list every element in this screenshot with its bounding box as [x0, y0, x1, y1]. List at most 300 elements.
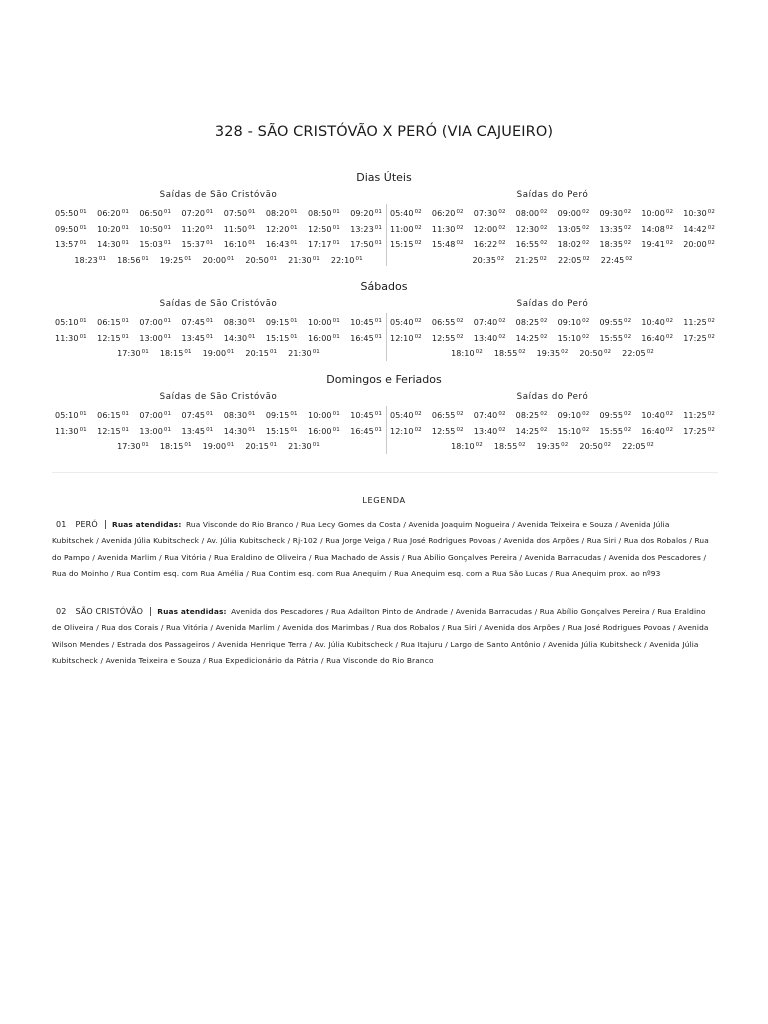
route-code: 01 — [206, 224, 214, 231]
column-divider — [386, 204, 387, 266]
route-code: 02 — [582, 411, 590, 418]
route-code: 01 — [206, 411, 214, 418]
time-value: 14:30 — [97, 240, 121, 250]
departure-time — [139, 240, 171, 249]
time-value: 11:25 — [683, 411, 707, 421]
section-separator — [52, 472, 718, 473]
departure-time — [683, 427, 715, 436]
departure-time — [245, 256, 277, 265]
time-value: 20:00 — [202, 256, 227, 266]
time-value: 18:10 — [451, 442, 475, 452]
route-code: 02 — [582, 426, 590, 433]
departure-time — [641, 240, 673, 249]
time-value: 09:15 — [265, 411, 290, 421]
route-code: 02 — [456, 209, 464, 216]
departure-time — [599, 427, 631, 436]
time-value: 19:35 — [536, 442, 561, 452]
time-value: 22:05 — [622, 349, 646, 359]
time-value: 08:30 — [223, 318, 248, 328]
route-code: 02 — [475, 442, 483, 449]
time-row — [55, 424, 382, 440]
time-value: 07:40 — [473, 318, 498, 328]
route-code: 01 — [227, 442, 235, 449]
departure-time — [472, 256, 504, 265]
time-row — [55, 253, 382, 269]
departure-time — [350, 209, 382, 218]
time-value: 13:45 — [181, 333, 206, 343]
time-value: 19:00 — [202, 442, 227, 452]
departure-time — [390, 240, 422, 249]
route-code: 01 — [248, 333, 256, 340]
time-value: 16:40 — [641, 426, 665, 436]
departure-time — [558, 240, 590, 249]
legend-code: 02 — [56, 607, 67, 616]
time-row — [390, 439, 715, 455]
departure-time — [55, 334, 87, 343]
page-title: 328 - SÃO CRISTÓVÃO X PERÓ (VIA CAJUEIRO) — [214, 124, 554, 140]
route-code: 01 — [163, 209, 172, 216]
departure-time — [97, 411, 129, 420]
departure-time — [350, 411, 382, 420]
departure-time — [494, 349, 526, 358]
time-value: 18:55 — [493, 349, 518, 359]
departures-pero — [390, 206, 715, 268]
departure-time — [182, 427, 214, 436]
route-code: 02 — [540, 318, 548, 325]
route-code: 01 — [248, 411, 256, 418]
time-value: 20:50 — [245, 256, 269, 266]
time-value: 11:00 — [390, 224, 414, 234]
time-value: 08:25 — [515, 411, 540, 421]
departure-time — [350, 318, 382, 327]
time-value: 05:40 — [390, 209, 414, 219]
time-value: 15:48 — [431, 240, 456, 250]
departure-time — [641, 334, 673, 343]
departure-time — [245, 349, 277, 358]
route-code: 02 — [540, 333, 548, 340]
departure-time — [117, 256, 149, 265]
departure-time — [622, 349, 654, 358]
legend-entry-sao-cristovao — [52, 604, 712, 669]
departure-time — [390, 209, 422, 218]
departure-time — [558, 318, 590, 327]
departure-time — [74, 256, 106, 265]
departure-time — [390, 427, 422, 436]
departure-time — [515, 256, 547, 265]
time-value: 12:30 — [515, 224, 540, 234]
route-code: 01 — [121, 224, 129, 231]
departure-time — [266, 225, 298, 234]
time-value: 22:05 — [558, 256, 582, 266]
time-value: 06:15 — [97, 411, 121, 421]
departure-time — [579, 349, 611, 358]
time-value: 10:00 — [641, 209, 665, 219]
departure-time — [266, 240, 298, 249]
time-value: 18:35 — [599, 240, 624, 250]
departure-time — [266, 209, 298, 218]
time-value: 18:10 — [451, 349, 475, 359]
route-code: 01 — [269, 442, 278, 449]
time-row — [390, 331, 715, 347]
route-code: 01 — [184, 256, 192, 263]
route-code: 01 — [184, 442, 192, 449]
departure-time — [599, 411, 631, 420]
time-row — [390, 408, 715, 424]
route-code: 01 — [141, 256, 149, 263]
time-value: 05:40 — [390, 411, 414, 421]
departure-time — [224, 334, 256, 343]
route-code: 01 — [206, 426, 214, 433]
route-code: 01 — [121, 209, 129, 216]
route-code: 01 — [98, 256, 107, 263]
legend-entry-pero — [52, 517, 712, 582]
route-code: 01 — [227, 256, 235, 263]
route-code: 01 — [79, 426, 87, 433]
departure-time — [432, 427, 464, 436]
time-value: 07:40 — [473, 411, 498, 421]
route-code: 01 — [374, 224, 382, 231]
route-code: 02 — [475, 349, 483, 356]
route-code: 02 — [456, 318, 464, 325]
route-code: 02 — [540, 224, 548, 231]
route-code: 02 — [540, 426, 548, 433]
time-value: 16:40 — [641, 333, 665, 343]
time-value: 11:50 — [223, 224, 248, 234]
route-code: 01 — [374, 333, 382, 340]
route-code: 02 — [646, 349, 654, 356]
legend-streets: Avenida dos Pescadores / Rua Adailton Pinto de Andrade / Avenida Barracudas / Rua Abílio Gonçalves Pereira / Rua Eraldino de Oliveira / Rua dos Corais / Rua Vitória / Avenida Marlim / Avenida dos Marimbas / Rua dos Robalos / Rua Siri / Avenida dos Arpões / Rua José Rodrigues Povoas / Avenida Wilson Mendes / Estrada dos Passageiros / Avenida Henrique Terra / Av. Júlia Kubitscheck / Rua Itajuru / Largo de Santo Antônio / Avenida Júlia Kubitsheck / Avenida Júlia Kubitscheck / Avenida Teixeira e Souza / Rua Expedicionário da Pátria / Rua Visconde do Rio Branco — [52, 607, 709, 665]
route-code: 01 — [290, 240, 298, 247]
route-code: 01 — [79, 411, 87, 418]
time-value: 20:15 — [245, 349, 269, 359]
time-value: 07:50 — [223, 209, 248, 219]
route-code: 02 — [665, 318, 674, 325]
route-code: 01 — [141, 349, 149, 356]
time-value: 14:30 — [223, 426, 248, 436]
time-value: 15:15 — [390, 240, 414, 250]
route-code: 02 — [518, 442, 526, 449]
route-code: 01 — [332, 224, 340, 231]
time-value: 07:00 — [139, 411, 163, 421]
departure-time — [55, 318, 87, 327]
route-code: 01 — [290, 224, 298, 231]
time-value: 09:00 — [557, 209, 582, 219]
right-column-header: Saídas do Peró — [516, 190, 589, 200]
route-code: 02 — [707, 224, 715, 231]
route-code: 01 — [206, 333, 214, 340]
time-value: 14:08 — [641, 224, 665, 234]
departure-time — [558, 209, 590, 218]
route-code: 01 — [121, 240, 129, 247]
departure-time — [474, 209, 506, 218]
route-code: 02 — [497, 256, 505, 263]
route-code: 01 — [227, 349, 235, 356]
route-code: 02 — [540, 411, 548, 418]
route-code: 02 — [665, 426, 674, 433]
time-value: 05:50 — [55, 209, 79, 219]
route-code: 01 — [374, 318, 382, 325]
departure-time — [474, 225, 506, 234]
legend-bar: | — [103, 520, 108, 530]
time-value: 07:45 — [181, 411, 206, 421]
departure-time — [516, 334, 548, 343]
time-value: 20:50 — [579, 442, 603, 452]
time-value: 11:30 — [431, 224, 456, 234]
departure-time — [558, 334, 590, 343]
route-code: 02 — [414, 411, 422, 418]
route-code: 02 — [414, 333, 422, 340]
time-value: 05:10 — [55, 411, 79, 421]
route-code: 02 — [707, 411, 715, 418]
time-value: 20:50 — [579, 349, 603, 359]
time-value: 13:40 — [473, 426, 498, 436]
route-code: 02 — [707, 426, 715, 433]
departure-time — [537, 349, 569, 358]
departure-time — [55, 225, 87, 234]
route-code: 02 — [414, 426, 422, 433]
time-value: 17:25 — [683, 333, 707, 343]
time-row — [390, 237, 715, 253]
departure-time — [308, 225, 340, 234]
route-code: 01 — [332, 240, 340, 247]
route-code: 02 — [414, 318, 422, 325]
departure-time — [139, 225, 171, 234]
route-code: 01 — [374, 240, 382, 247]
time-value: 13:05 — [557, 224, 582, 234]
time-value: 10:30 — [683, 209, 707, 219]
time-row — [55, 346, 382, 362]
route-code: 02 — [414, 209, 422, 216]
departure-time — [266, 411, 298, 420]
route-code: 02 — [603, 349, 612, 356]
route-code: 02 — [498, 209, 506, 216]
route-code: 01 — [163, 411, 172, 418]
legend-streets: Rua Visconde do Rio Branco / Rua Lecy Gomes da Costa / Avenida Joaquim Nogueira / Avenida Teixeira e Souza / Avenida Júlia Kubitschek / Avenida Júlia Kubitscheck / Av. Júlia Kubitscheck / Rj-102 / Rua Jorge Veiga / Rua José Rodrigues Povoas / Avenida dos Arpões / Rua Siri / Rua dos Robalos / Rua do Pampo / Avenida Marlim / Rua Vitória / Rua Eraldino de Oliveira / Rua Machado de Assis / Rua Abílio Gonçalves Pereira / Avenida Barracudas / Avenida dos Pescadores / Rua do Moinho / Rua Contim esq. com Rua Amélia / Rua Contim esq. com Rua Anequim / Rua Anequim esq. com a Rua São Lucas / Rua Anequim prox. ao nº93 — [52, 520, 709, 578]
time-value: 19:41 — [641, 240, 665, 250]
time-value: 09:55 — [599, 411, 624, 421]
departure-time — [182, 225, 214, 234]
departure-time — [97, 318, 129, 327]
departure-time — [390, 334, 422, 343]
departure-time — [622, 442, 654, 451]
departure-time — [160, 256, 192, 265]
departure-time — [516, 225, 548, 234]
time-value: 15:10 — [557, 426, 582, 436]
route-code: 01 — [269, 349, 278, 356]
departures-sao-cristovao — [55, 315, 382, 362]
time-row — [390, 206, 715, 222]
route-code: 02 — [582, 256, 590, 263]
departure-time — [474, 427, 506, 436]
route-code: 01 — [163, 240, 172, 247]
time-value: 15:15 — [265, 426, 290, 436]
time-value: 11:20 — [181, 224, 206, 234]
time-value: 18:15 — [159, 349, 184, 359]
time-row — [390, 315, 715, 331]
route-code: 01 — [290, 209, 298, 216]
time-value: 16:45 — [350, 333, 374, 343]
time-value: 22:10 — [330, 256, 355, 266]
departure-time — [203, 349, 235, 358]
departure-time — [558, 411, 590, 420]
route-code: 02 — [456, 411, 464, 418]
route-code: 02 — [498, 318, 506, 325]
time-value: 07:00 — [139, 318, 163, 328]
departure-time — [308, 209, 340, 218]
departure-time — [331, 256, 363, 265]
route-code: 02 — [498, 333, 506, 340]
time-value: 15:03 — [139, 240, 163, 250]
route-code: 01 — [332, 411, 340, 418]
time-value: 09:10 — [557, 411, 582, 421]
departure-time — [579, 442, 611, 451]
departure-time — [139, 427, 171, 436]
time-value: 12:50 — [308, 224, 332, 234]
time-value: 22:05 — [622, 442, 646, 452]
time-value: 07:30 — [473, 209, 498, 219]
departure-time — [203, 256, 235, 265]
time-value: 06:15 — [97, 318, 121, 328]
departure-time — [203, 442, 235, 451]
time-value: 06:20 — [431, 209, 456, 219]
departure-time — [224, 240, 256, 249]
time-value: 07:20 — [181, 209, 206, 219]
time-value: 12:10 — [390, 333, 414, 343]
route-code: 01 — [248, 426, 256, 433]
departure-time — [97, 209, 129, 218]
time-value: 12:55 — [431, 426, 456, 436]
time-value: 10:40 — [641, 411, 665, 421]
route-code: 02 — [456, 240, 464, 247]
departure-time — [182, 209, 214, 218]
route-code: 02 — [624, 426, 632, 433]
time-value: 16:22 — [473, 240, 498, 250]
time-value: 18:55 — [493, 442, 518, 452]
route-code: 02 — [707, 318, 715, 325]
time-value: 09:30 — [599, 209, 624, 219]
time-value: 06:55 — [431, 318, 456, 328]
time-value: 15:10 — [557, 333, 582, 343]
time-value: 09:20 — [350, 209, 374, 219]
route-code: 02 — [456, 333, 464, 340]
route-code: 02 — [498, 426, 506, 433]
time-value: 14:42 — [683, 224, 707, 234]
departure-time — [224, 411, 256, 420]
route-code: 01 — [248, 318, 256, 325]
departure-time — [558, 256, 590, 265]
time-value: 07:45 — [181, 318, 206, 328]
departure-time — [494, 442, 526, 451]
route-code: 01 — [163, 318, 172, 325]
route-code: 01 — [374, 411, 382, 418]
section-title: Domingos e Feriados — [326, 373, 442, 386]
departure-time — [288, 256, 320, 265]
time-value: 13:40 — [473, 333, 498, 343]
route-code: 01 — [163, 426, 172, 433]
departure-time — [516, 240, 548, 249]
route-code: 02 — [625, 256, 633, 263]
legend-label: Ruas atendidas: — [157, 607, 227, 616]
departure-time — [558, 225, 590, 234]
departure-time — [117, 442, 149, 451]
route-code: 02 — [665, 411, 674, 418]
time-row — [55, 237, 382, 253]
time-row — [55, 315, 382, 331]
time-value: 10:50 — [139, 224, 163, 234]
route-code: 02 — [707, 240, 715, 247]
route-code: 02 — [582, 224, 590, 231]
departure-time — [97, 334, 129, 343]
departure-time — [432, 225, 464, 234]
time-row — [390, 222, 715, 238]
departure-time — [55, 209, 87, 218]
time-value: 16:00 — [308, 426, 332, 436]
departure-time — [350, 225, 382, 234]
route-code: 02 — [561, 349, 569, 356]
route-code: 02 — [646, 442, 654, 449]
route-code: 01 — [206, 240, 214, 247]
route-code: 01 — [332, 318, 340, 325]
route-code: 01 — [290, 318, 298, 325]
route-code: 01 — [374, 426, 382, 433]
time-value: 08:50 — [308, 209, 332, 219]
time-value: 20:35 — [472, 256, 497, 266]
departure-time — [683, 411, 715, 420]
route-code: 02 — [540, 209, 548, 216]
route-code: 01 — [374, 209, 382, 216]
departure-time — [139, 411, 171, 420]
departure-time — [641, 209, 673, 218]
time-value: 15:37 — [181, 240, 206, 250]
route-code: 02 — [518, 349, 526, 356]
departure-time — [266, 334, 298, 343]
route-code: 02 — [456, 224, 464, 231]
time-value: 08:30 — [223, 411, 248, 421]
section-title: Dias Úteis — [356, 171, 412, 184]
departure-time — [599, 209, 631, 218]
route-code: 02 — [665, 333, 674, 340]
route-code: 02 — [498, 224, 506, 231]
route-code: 01 — [355, 256, 363, 263]
route-code: 02 — [603, 442, 612, 449]
route-code: 02 — [624, 240, 632, 247]
departure-time — [350, 240, 382, 249]
time-value: 12:15 — [97, 333, 121, 343]
time-value: 11:25 — [683, 318, 707, 328]
time-value: 15:55 — [599, 333, 624, 343]
departure-time — [160, 349, 192, 358]
time-value: 16:45 — [350, 426, 374, 436]
time-value: 17:30 — [117, 349, 141, 359]
departure-time — [683, 240, 715, 249]
route-code: 01 — [121, 411, 129, 418]
time-value: 10:45 — [350, 318, 374, 328]
route-code: 02 — [665, 224, 674, 231]
departure-time — [245, 442, 277, 451]
departure-time — [474, 334, 506, 343]
departure-time — [599, 240, 631, 249]
route-code: 02 — [665, 240, 674, 247]
time-value: 13:00 — [139, 333, 163, 343]
time-value: 10:40 — [641, 318, 665, 328]
time-value: 12:20 — [265, 224, 290, 234]
left-column-header: Saídas de São Cristóvão — [159, 190, 278, 200]
legend-name: PERÓ — [75, 520, 98, 529]
section-title: Sábados — [360, 280, 408, 293]
time-value: 10:00 — [308, 411, 332, 421]
route-code: 01 — [248, 240, 256, 247]
time-value: 08:00 — [515, 209, 540, 219]
